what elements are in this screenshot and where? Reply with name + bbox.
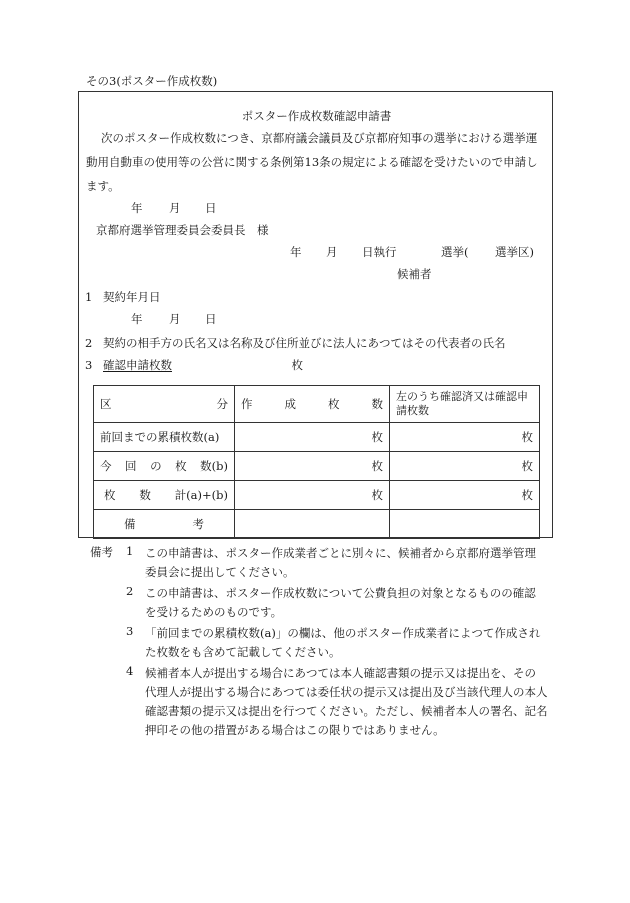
header-created-count: 作 成 枚 数 [235, 386, 390, 423]
confirmed-count-cell[interactable]: 枚 [390, 423, 540, 452]
created-count-cell[interactable]: 枚 [235, 452, 390, 481]
item3-label: 確認申請枚数 枚 [103, 358, 303, 372]
note-number: 4 [126, 664, 134, 678]
candidate-label: 候補者 [397, 267, 432, 281]
item2-label: 契約の相手方の氏名又は名称及び住所並びに法人にあつてはその代表者の氏名 [103, 336, 506, 350]
table-row [94, 481, 540, 510]
table-row [94, 452, 540, 481]
item1-year: 年 [131, 312, 143, 326]
item1-day: 日 [205, 312, 217, 326]
remarks-cell[interactable] [235, 510, 390, 539]
form-title: ポスター作成枚数確認申請書 [241, 109, 392, 123]
note-number: 1 [126, 544, 134, 558]
application-form [78, 91, 553, 538]
row-label: 今 回 の 枚 数(b) [94, 452, 235, 481]
confirmed-count-cell[interactable]: 枚 [390, 452, 540, 481]
date-year: 年 [131, 201, 143, 215]
note-number: 2 [126, 584, 134, 598]
note-item: この申請書は、ポスター作成枚数について公費負担の対象となるものの確認 を受けるためのものです。 [145, 586, 536, 619]
confirmed-count-cell[interactable]: 枚 [390, 481, 540, 510]
table-row [94, 510, 540, 539]
date-day: 日 [205, 201, 217, 215]
item2-number: 2 [85, 336, 93, 350]
item3-unit: 枚 [291, 358, 303, 372]
item3-number: 3 [85, 358, 93, 372]
item1-label: 契約年月日 [103, 290, 161, 304]
note-item: この申請書は、ポスター作成業者ごとに別々に、候補者から京都府選挙管理 委員会に提出してください。 [145, 546, 536, 579]
item1-number: 1 [85, 290, 93, 304]
exec-month: 月 [326, 245, 338, 259]
intro-line-1: 次のポスター作成枚数につき、京都府議会議員及び京都府知事の選挙における選挙運 [101, 131, 538, 145]
created-count-cell[interactable]: 枚 [235, 481, 390, 510]
intro-line-3: ます。 [86, 179, 120, 193]
addressee: 京都府選挙管理委員会委員長 様 [96, 223, 269, 237]
exec-year: 年 [290, 245, 302, 259]
note-number: 3 [126, 624, 134, 638]
remarks-cell[interactable] [390, 510, 540, 539]
item1-month: 月 [169, 312, 181, 326]
date-month: 月 [169, 201, 181, 215]
table-header-row [94, 386, 540, 423]
intro-line-2: 動用自動車の使用等の公営に関する条例第13条の規定による確認を受けたいので申請し [86, 155, 538, 169]
note-item: 候補者本人が提出する場合にあつては本人確認書類の提示又は提出を、その 代理人が提出する場合にあつては委任状の提示又は提出及び当該代理人の本人 確認書類の提示又は提出を行つてください。ただし、候補者本人の署名、記名 押印その他の措置がある場合はこの限りではありません。 [145, 666, 548, 737]
district-label: 選挙区) [495, 245, 534, 259]
election-label: 選挙( [441, 245, 469, 259]
created-count-cell[interactable]: 枚 [235, 423, 390, 452]
exec-day: 日執行 [362, 245, 397, 259]
note-item: 「前回までの累積枚数(a)」の欄は、他のポスター作成業者によつて作成され た枚数をも含めて記載してください。 [145, 626, 541, 659]
notes-heading: 備考 [90, 545, 113, 559]
header-confirmed-count: 左のうち確認済又は確認申請枚数 [390, 386, 540, 423]
header-category: 区 分 [94, 386, 235, 423]
count-table [93, 385, 540, 539]
section-label: その3(ポスター作成枚数) [86, 74, 218, 88]
row-label: 備 考 [94, 510, 235, 539]
table-row [94, 423, 540, 452]
row-label: 前回までの累積枚数(a) [94, 423, 235, 452]
row-label: 枚 数 計(a)+(b) [94, 481, 235, 510]
